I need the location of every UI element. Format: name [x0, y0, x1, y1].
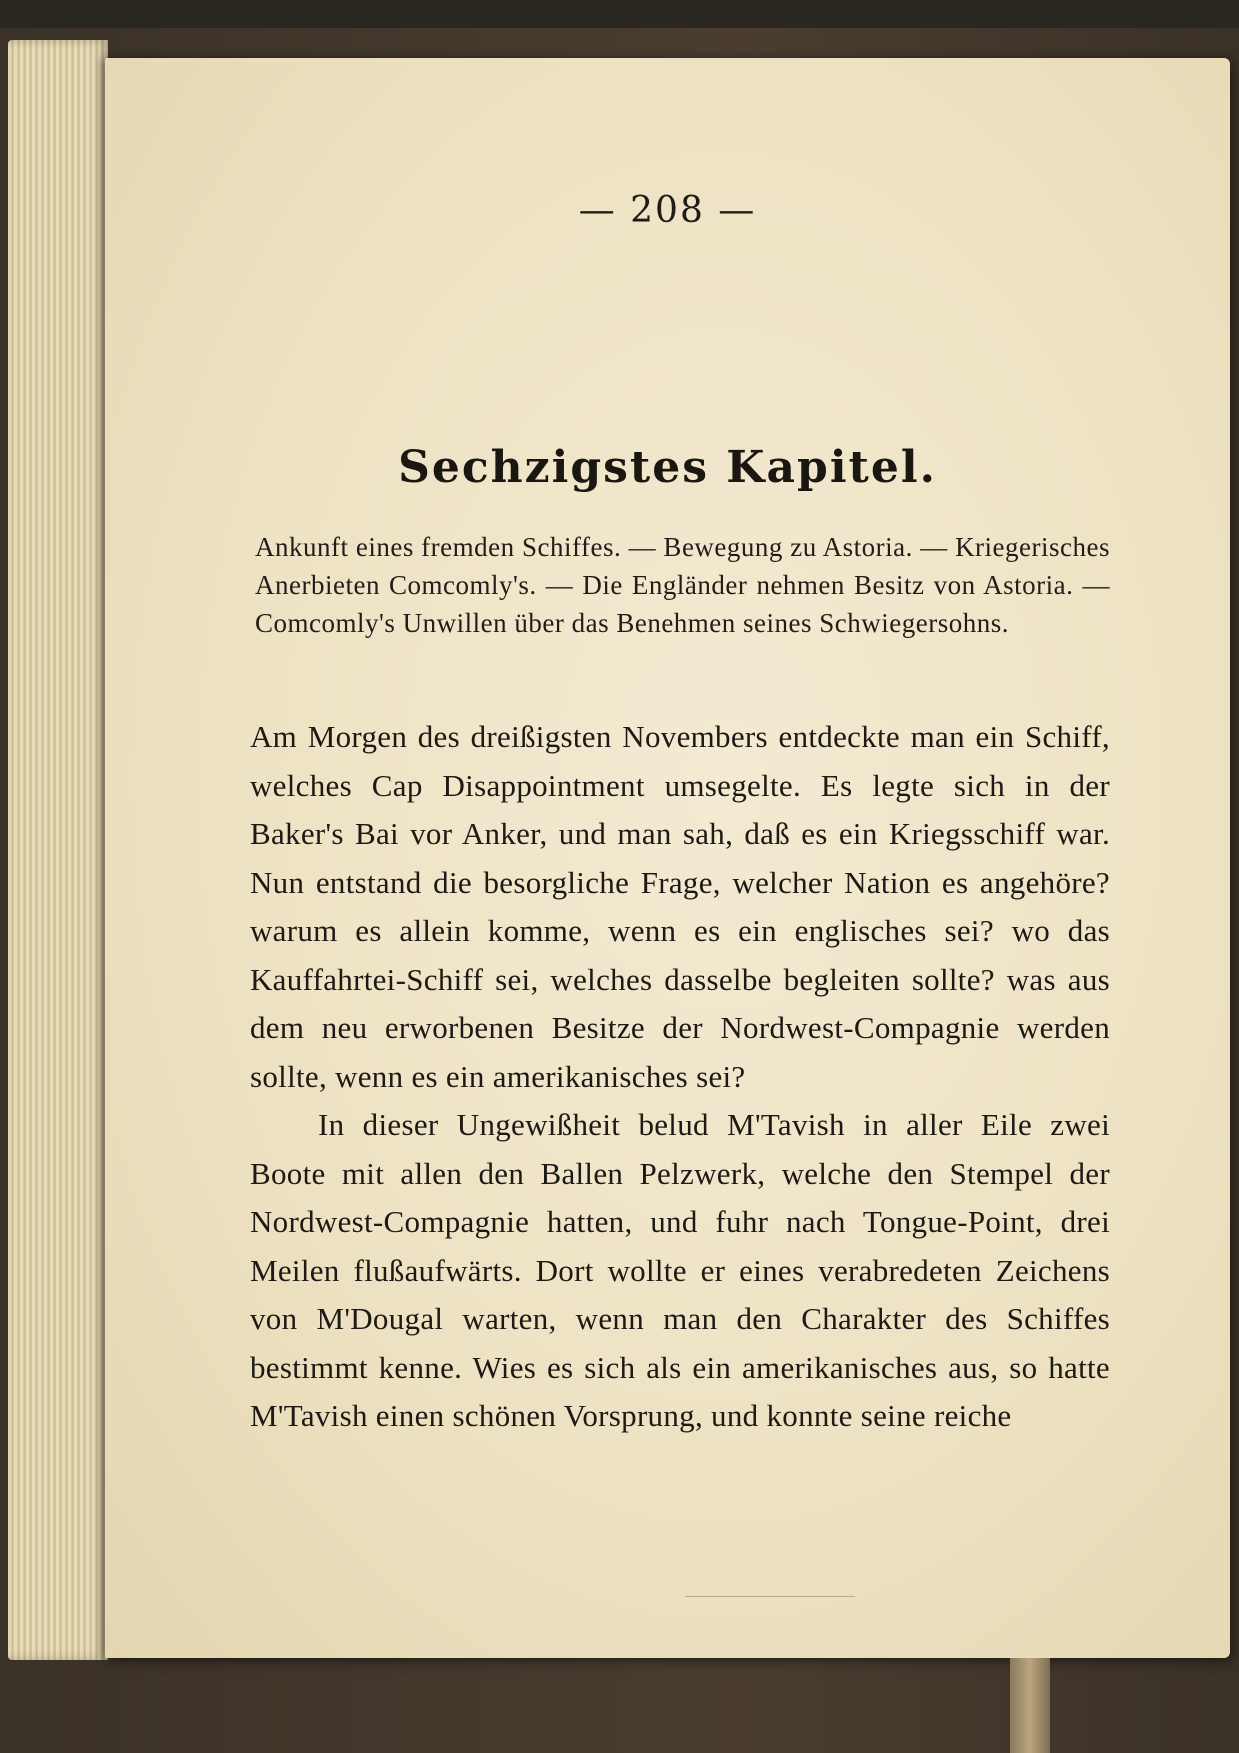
paragraph-1: Am Morgen des dreißigsten Novembers entdeckte man ein Schiff, welches Cap Disappointment umsegelte. Es legte sich in der Baker's Bai vor Anker, und man sah, daß es ein Kriegsschiff war. Nun entstand die besorgliche Frage, welcher Nation es angehöre? warum es allein komme, wenn es ein englisches sei? wo das Kauffahrtei-Schiff sei, welches dasselbe begleiten sollte? was aus dem neu erworbenen Besitze der Nordwest-Compagnie werden sollte, wenn es ein amerikanisches sei? [250, 719, 1110, 1094]
book-page [105, 58, 1230, 1658]
bottom-divider [685, 1596, 855, 1597]
chapter-title: Sechzigstes Kapitel. [398, 442, 937, 493]
page-edges [8, 40, 108, 1660]
page-number: — 208 — [578, 190, 757, 231]
bookmark-ribbon [1010, 1658, 1050, 1753]
paragraph-2: In dieser Ungewißheit belud M'Tavish in aller Eile zwei Boote mit allen den Ballen Pelzwerk, welche den Stempel der Nordwest-Compagnie hatten, und fuhr nach Tongue-Point, drei Meilen flußaufwärts. Dort wollte er eines verabredeten Zeichens von M'Dougal warten, wenn man den Charakter des Schiffes bestimmt kenne. Wies es sich als ein amerikanisches aus, so hatte M'Tavish einen schönen Vorsprung, und konnte seine reiche [250, 1107, 1110, 1433]
body-text [250, 713, 1110, 1441]
chapter-summary: Ankunft eines fremden Schiffes. — Bewegung zu Astoria. — Kriegerisches Anerbieten Comcomly's. — Die Engländer nehmen Besitz von Astoria. — Comcomly's Unwillen über das Benehmen seines Schwiegersohns. [255, 532, 1110, 638]
